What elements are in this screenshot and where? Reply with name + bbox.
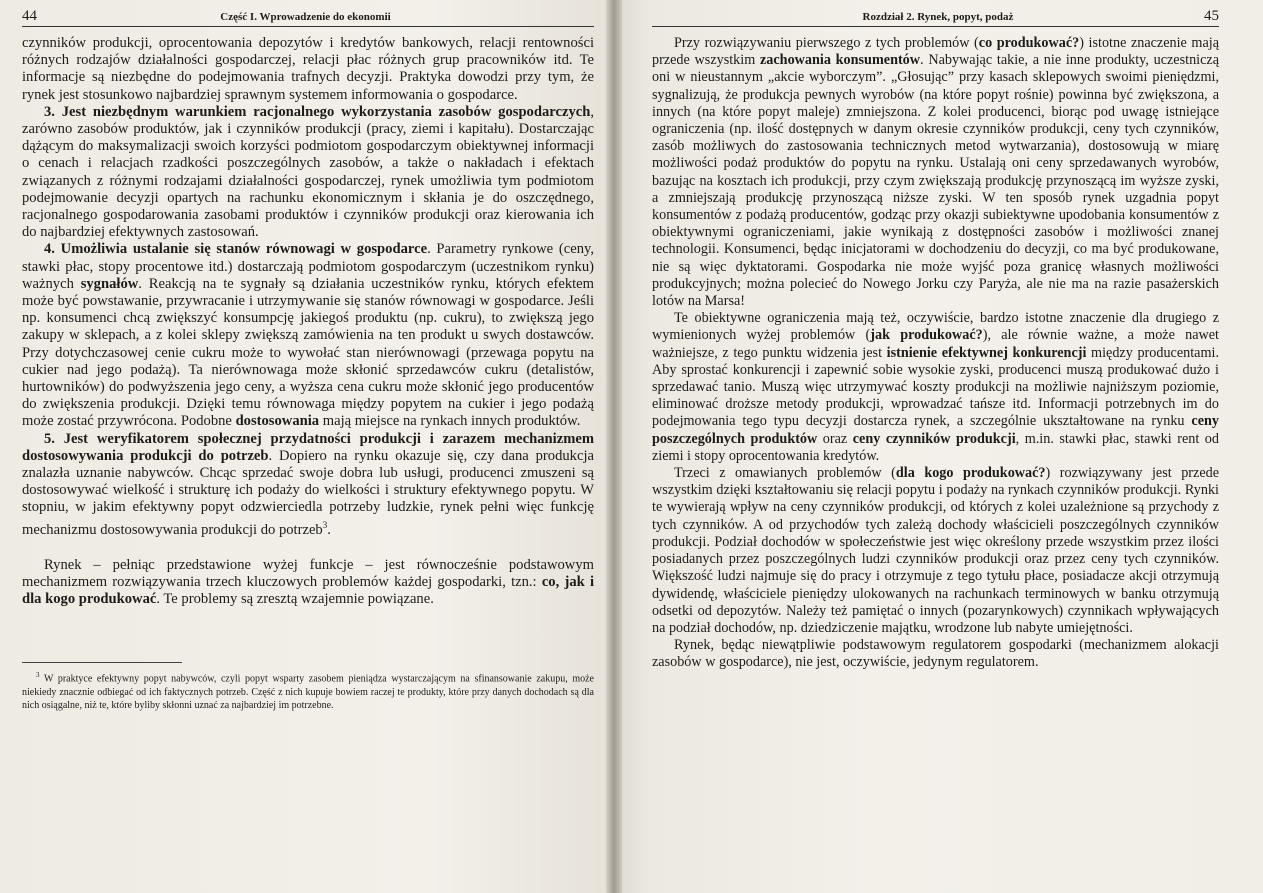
text-run: . Reakcją na te sygnały są działania uczestników rynku, których efektem może być powstawanie, przywracanie i utrzymywanie się stanów równowagi w gospodarce. Jeśli np. konsumenci chcą zwiększyć konsumpcję jakiegoś produktu (np. cukru), to zwiększą jego zakupy w sklepach, a z kolei sklepy zwiększą zamówienia na ten produkt u swych dostawców. Przy dotychczasowej cenie cukru może to wywołać stan nierównowagi (przewaga popytu na cukier nad jego podażą). Ta nierównowaga może skłonić sprzedawców cukru (detalistów, hurtowników) do podwyższenia jego ceny, a wyższa cena cukru może skłonić jego producentów do zwiększenia produkcji. Dzięki temu równowaga między popytem na cukier i jego podażą może zostać przywrócona. Podobne xyxy=(22,275,595,430)
book-gutter xyxy=(606,0,622,893)
bold-run: zachowania konsumentów xyxy=(759,52,921,69)
text-run: czynników produkcji, oprocentowania depozytów i kredytów bankowych, relacji rentowności różnych rodzajów działalności gospodarczej, relacji płac różnych grup pracowników itd. Te informacje są niezbędne do podejmowania trafnych decyzji. Praktyka dowodzi przy tym, że rynek jest stosunkowo najbardziej sprawnym systemem informowania o gospodarce. xyxy=(22,35,594,103)
bold-run: 5. Jest weryfikatorem społecznej przydatności produkcji i zarazem mechanizmem dostosowywania produkcji do potrzeb xyxy=(22,430,594,464)
bold-run: ceny czynników produkcji xyxy=(852,430,1016,447)
footnote xyxy=(22,669,594,711)
paragraph xyxy=(22,431,594,539)
bold-run: sygnałów xyxy=(80,275,139,292)
paragraph xyxy=(652,35,1219,310)
right-page-header xyxy=(652,8,1219,26)
text-run: Te obiektywne ograniczenia mają też, oczywiście, bardzo istotne znaczenie dla drugiego z wymienionych wyżej problemów ( xyxy=(652,310,1219,344)
text-run: , m.in. stawki płac, stawki rent od ziemi i stopy oprocentowania kredytów. xyxy=(652,430,1219,464)
text-run: . Nabywając takie, a nie inne produkty, uczestniczą oni w nieustannym „akcie wyborczym”. „Głosując” przy kasach sklepowych swoimi pieniędzmi, sygnalizują, że produkcja pewnych wyrobów (na które popyt rośnie) powinna być zwiększona, a innych (na które popyt maleje) zmniejszona. Z kolei producenci, biorąc pod uwagę istniejące ograniczenia (np. ilość dostępnych w danym okresie czynników produkcji, ceny tych czynników, zasób możliwych do zastosowania technicznych metod wytwarzania), dostosowują w miarę możliwości podaż produktów do popytu na rynku. Ustalają oni ceny sprzedawanych wyrobów, bazując na kosztach ich produkcji, przy czym zwiększają produkcję przynoszącą im wyższe zyski, a zmniejszają produkcję przynoszącą niższe zyski. W ten sposób rynek uzgadnia popyt konsumentów z podażą producentów, godząc przy okazji subiektywne upodobania konsumentów z obiektywnymi ograniczeniami, jakie wynikają z dostępności zasobów i możliwości znanej technologii. Konsumenci, będąc inicjatorami w dochodzeniu do decyzji, co ma być produkowane, nie są więc dyktatorami. Gospodarka nie może wyjść poza granicę własnych możliwości produkcyjnych; można polecieć do Nowego Jorku czy Paryża, ale nie ma na razie pasażerskich lotów na Marsa! xyxy=(652,52,1219,310)
text-run: ) rozwiązywany jest przede wszystkim dzięki kształtowaniu się relacji popytu i podaży na rynkach czynników produkcji. Rynki te wywierają wpływ na ceny czynników produkcji, od których z kolei uzależnione są przychody z tych czynników. A od przychodów tych zależą dochody właścicieli poszczególnych czynników produkcji. Podział dochodów w społeczeństwie jest więc określony przede wszystkim przez ilości posiadanych przez poszczególnych ludzi czynników produkcji oraz przez ceny tych czynników. Większość ludzi najmuje się do pracy i otrzymuje z tego tytułu płace, posiadacze akcji otrzymują dywidendę, właściciele pieniędzy ulokowanych na rachunkach terminowych w banku otrzymują odsetki od depozytów. Należy też pamiętać o innych (pozarynkowych) czynnikach wpływających na podział dochodów, np. dziedziczenie majątku, wrodzone lub nabyte umiejętności. xyxy=(652,465,1220,636)
page-number: 45 xyxy=(1203,8,1219,24)
text-run: . Dopiero na rynku okazuje się, czy dana produkcja znalazła uznanie nabywców. Chcąc sprzedać swoje dobra lub usługi, producenci zmuszeni są dostosowywać wielkość i strukturę ich podaży do wielkości i struktury efektywnego popytu. W stopniu, w jakim efektywny popyt odzwierciedla potrzeby ludzkie, rynek pełni więc funkcję mechanizmu dostosowywania produkcji do potrzeb xyxy=(22,447,594,538)
paragraph xyxy=(652,310,1219,465)
left-body-text xyxy=(22,35,594,608)
paragraph xyxy=(22,241,594,430)
footnote-mark: 3 xyxy=(36,671,40,680)
bold-run: 4. Umożliwia ustalanie się stanów równowagi w gospodarce xyxy=(44,241,428,258)
paragraph xyxy=(22,35,594,104)
bold-run: co produkować? xyxy=(978,35,1080,51)
text-run: . Parametry rynkowe (ceny, stawki płac, stopy procentowe itd.) dostarczają podmiotom gospodarczym (uczestnikom rynku) ważnych xyxy=(22,241,594,292)
running-head: Rozdział 2. Rynek, popyt, podaż xyxy=(862,11,1014,23)
bold-run: ceny poszczególnych produktów xyxy=(652,413,1219,447)
bold-run: jak produkować? xyxy=(870,327,983,344)
bold-run: dla kogo produkować? xyxy=(895,465,1046,482)
text-run: Rynek, będąc niewątpliwie podstawowym regulatorem gospodarki (mechanizmem alokacji zasobów w gospodarce), nie jest, oczywiście, jedynym regulatorem. xyxy=(652,637,1219,671)
left-page-header xyxy=(22,8,594,26)
running-head: Część I. Wprowadzenie do ekonomii xyxy=(220,11,391,23)
text-run: Przy rozwiązywaniu pierwszego z tych problemów ( xyxy=(674,35,979,51)
text-run: ) istotne znaczenie mają przede wszystkim xyxy=(652,35,1219,69)
footnote-text: W praktyce efektywny popyt nabywców, czyli popyt wsparty zasobem pieniądza wystarczającym na sfinansowanie zakupu, może niekiedy znacznie odbiegać od ich faktycznych potrzeb. Część z nich kupuje bowiem raczej te produkty, które przy danych dochodach są dla nich osiągalne, niż te, które byliby skłonni uznać za najbardziej im potrzebne. xyxy=(22,673,594,711)
paragraph xyxy=(652,637,1219,671)
bold-run: 3. Jest niezbędnym warunkiem racjonalnego wykorzystania zasobów gospodarczych xyxy=(44,103,591,120)
header-rule xyxy=(22,26,594,27)
left-page xyxy=(0,0,612,893)
text-run: między producentami. Aby sprostać konkurencji i zapewnić sobie wysokie zyski, producenci muszą produkować dużo i sprzedawać tanio. Muszą więc utrzymywać koszty produkcji na możliwie najniższym poziomie, eliminować droższe metody produkcji, wprowadzać tańsze itd. Informacji potrzebnych im do podejmowania tego typu decyzji dostarcza rynek, a szczególnie ukształtowane na rynku xyxy=(652,344,1220,430)
text-run: Rynek – pełniąc przedstawione wyżej funkcje – jest równocześnie podstawowym mechanizmem rozwiązywania trzech kluczowych problemów każdej gospodarki, tzn.: xyxy=(22,556,594,590)
footnote-rule xyxy=(22,662,182,663)
text-run: . xyxy=(327,521,331,538)
right-body-text xyxy=(652,35,1219,672)
page-number: 44 xyxy=(22,8,37,24)
footnote-ref: 3 xyxy=(322,519,328,530)
right-page xyxy=(612,0,1263,893)
header-rule xyxy=(652,26,1219,27)
text-run: mają miejsce na rynkach innych produktów. xyxy=(319,413,581,430)
text-run: Trzeci z omawianych problemów ( xyxy=(674,465,896,482)
bold-run: istnienie efektywnej konkurencji xyxy=(886,344,1087,361)
text-run: . Te problemy są zresztą wzajemnie powiązane. xyxy=(156,591,434,608)
paragraph xyxy=(22,557,594,609)
paragraph xyxy=(652,465,1219,637)
paragraph xyxy=(22,104,594,242)
text-run: , zarówno zasobów produktów, jak i czynników produkcji (pracy, ziemi i kapitału). Dostarczając dążącym do maksymalizacji swoich korzyści podmiotom gospodarczym obiektywnej informacji o cenach i relacjach rzadkości poszczególnych zasobów, a także o nakładach i efektach związanych z różnymi rodzajami działalności gospodarczej, rynek umożliwia tym podmiotom podejmowanie decyzji opartych na rachunku ekonomicznym i skłania je do oszczędnego, racjonalnego gospodarowania zasobami produktów i czynników produkcji oraz kierowania ich do najbardziej efektywnych zastosowań. xyxy=(22,103,594,241)
text-run: oraz xyxy=(817,430,853,447)
text-run: ), ale równie ważne, a może nawet ważniejsze, z tego punktu widzenia jest xyxy=(652,327,1219,361)
bold-run: dostosowania xyxy=(235,413,320,430)
bold-run: co, jak i dla kogo produkować xyxy=(22,573,594,608)
